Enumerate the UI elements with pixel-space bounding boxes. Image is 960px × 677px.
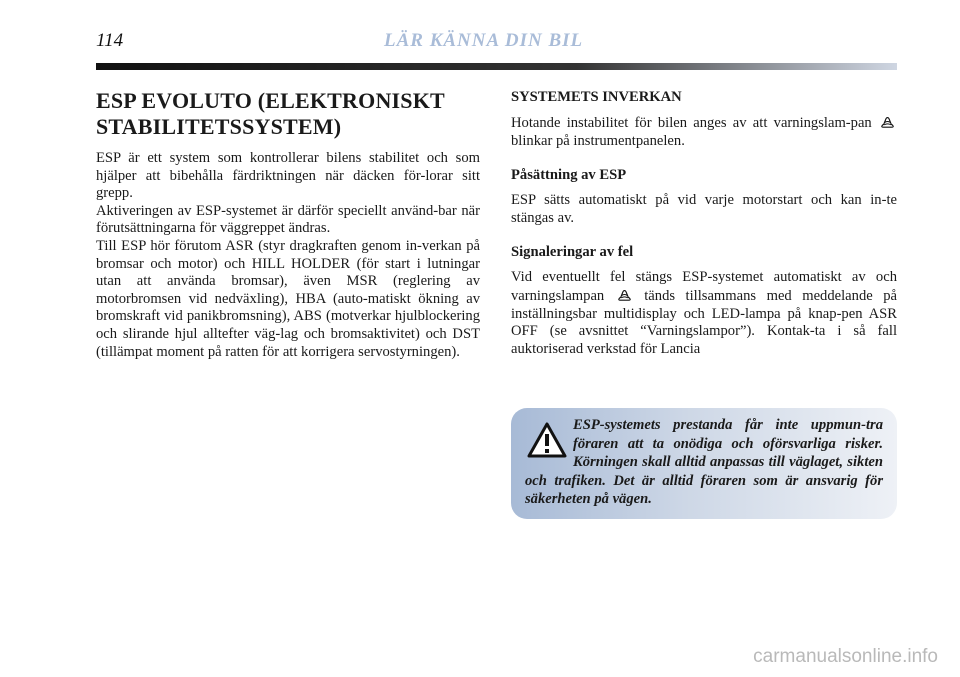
header-rule bbox=[96, 63, 897, 70]
left-column bbox=[96, 88, 480, 361]
signal-block bbox=[511, 243, 897, 358]
esp-warning-light-icon bbox=[617, 287, 632, 302]
running-head: LÄR KÄNNA DIN BIL bbox=[384, 30, 584, 51]
esp-subsystems-paragraph: Till ESP hör förutom ASR (styr dragkraften genom in-verkan på bromsar och motor) och HILL HOLDER (för start i lutningar utan att använda bromsar), även MSR (reglering av motorbromsen vid nedväxling), HBA (auto-matiskt ökning av bromskraft vid panikbromsning), ABS (motverkar hjulblockering och slirande hjul alltefter väg-lag och bromsaktivitet) och DST (tillämpat moment på ratten för att korrigera servostyrningen). bbox=[96, 237, 480, 360]
warning-text: ESP-systemets prestanda får inte uppmun-tra föraren att ta onödiga och oförsvarliga risker. Körningen skall alltid anpassas till väglaget, sikten och trafiken. Det är alltid föraren som är ansvarig för säkerheten på vägen. bbox=[525, 417, 883, 508]
esp-warning-light-icon bbox=[880, 114, 895, 129]
systemets-text-b: blinkar på instrumentpanelen. bbox=[511, 132, 685, 149]
section-title bbox=[96, 88, 480, 140]
systemets-text-a: Hotande instabilitet för bilen anges av att varningslam-pan bbox=[511, 115, 872, 131]
systemets-text bbox=[511, 114, 897, 150]
watermark: carmanualsonline.info bbox=[753, 646, 938, 667]
warning-box bbox=[511, 408, 897, 519]
esp-intro-paragraph: ESP är ett system som kontrollerar bilens stabilitet och som hjälper att bibehålla färdriktningen när däcken för-lorar sitt grepp. bbox=[96, 150, 480, 202]
signal-heading: Signaleringar av fel bbox=[511, 244, 634, 261]
pasattning-block bbox=[511, 166, 897, 227]
signal-text-a: Vid eventuellt fel stängs ESP-systemet automatiskt av och varningslampan bbox=[511, 269, 897, 304]
systemets-block bbox=[511, 88, 897, 150]
section-title-line1: ESP EVOLUTO (ELEKTRONISKT bbox=[96, 88, 445, 113]
signal-text-b: tänds tillsammans med meddelande på inställningsbar multidisplay och LED-lampa på knap-pen ASR OFF (se avsnittet “Varningslampor”). Kontak-ta i så fall auktoriserad verkstad för Lancia bbox=[511, 287, 898, 357]
signal-text bbox=[511, 269, 897, 358]
esp-activation-paragraph: Aktiveringen av ESP-systemet är därför speciellt använd-bar när förutsättningarna för väggreppet ändras. bbox=[96, 202, 480, 237]
pasattning-heading: Påsättning av ESP bbox=[511, 167, 627, 184]
pasattning-text: ESP sätts automatiskt på vid varje motorstart och kan in-te stängas av. bbox=[511, 192, 897, 226]
section-title-line2: STABILITETSSYSTEM) bbox=[96, 114, 342, 139]
systemets-heading: SYSTEMETS INVERKAN bbox=[511, 89, 682, 105]
page-number: 114 bbox=[96, 30, 124, 51]
right-column bbox=[511, 88, 897, 374]
